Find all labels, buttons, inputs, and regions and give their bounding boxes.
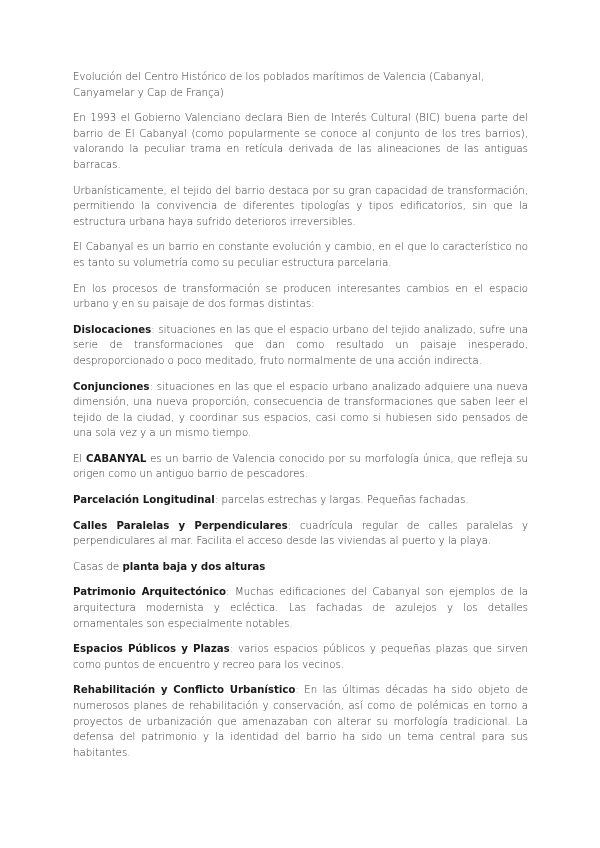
- rehabilitacion-paragraph: [73, 683, 528, 761]
- conjunciones-paragraph: [73, 380, 528, 442]
- cabanyal-term: CABANYAL: [86, 453, 147, 465]
- calles-text: : cuadrícula regular de calles paralelas y perpendiculares al mar. Facilita el acceso desde las viviendas al puerto y la playa.: [73, 520, 528, 548]
- document-heading: Evolución del Centro Histórico de los poblados marítimos de Valencia (Cabanyal, Canyamelar y Cap de França): [73, 72, 485, 99]
- intro-paragraph: En 1993 el Gobierno Valenciano declara Bien de Interés Cultural (BIC) buena parte del barrio de El Cabanyal (como popularmente se conoce al conjunto de los tres barrios), valorando la peculiar trama en retícula derivada de las alineaciones de las antiguas barracas.: [73, 113, 528, 171]
- conjunciones-term: Conjunciones: [73, 381, 150, 393]
- casas-pre: Casas de: [73, 561, 123, 573]
- patrimonio-paragraph: [73, 585, 528, 632]
- parcelacion-text: : parcelas estrechas y largas. Pequeñas fachadas.: [214, 495, 469, 507]
- dislocaciones-term: Dislocaciones: [73, 324, 152, 336]
- urbanism-paragraph: Urbanísticamente, el tejido del barrio destaca por su gran capacidad de transformación, permitiendo la convivencia de diferentes tipologías y tipos edificatorios, sin que la estructura urbana haya sufrido deterioros irreversibles.: [73, 185, 528, 228]
- cabanyal-text: es un barrio de Valencia conocido por su morfología única, que refleja su origen como un antiguo barrio de pescadores.: [73, 453, 528, 481]
- parcelacion-term: Parcelación Longitudinal: [73, 495, 215, 507]
- cabanyal-paragraph: [73, 452, 528, 483]
- rehabilitacion-text: : En las últimas décadas ha sido objeto de numerosos planes de rehabilitación y conservación, así como de polémicas en torno a proyectos de urbanización que amenazaban con alterar su morfología tradicional. La defensa del patrimonio y la identidad del barrio ha sido un tema central para sus habitantes.: [73, 685, 529, 759]
- casas-term: planta baja y dos alturas: [122, 561, 266, 573]
- calles-paragraph: [73, 519, 528, 550]
- espacios-term: Espacios Públicos y Plazas: [73, 644, 230, 656]
- evolution-paragraph: El Cabanyal es un barrio en constante evolución y cambio, en el que lo característico no es tanto su volumetría como su peculiar estructura parcelaria.: [73, 242, 528, 269]
- cabanyal-pre: El: [73, 453, 87, 465]
- parcelacion-paragraph: [73, 493, 528, 509]
- patrimonio-text: : Muchas edificaciones del Cabanyal son ejemplos de la arquitectura modernista y ecléctica. Las fachadas de azulejos y los detalles ornamentales son especialmente notables.: [73, 587, 528, 630]
- conjunciones-text: : situaciones en las que el espacio urbano analizado adquiere una nueva dimensión, una nueva proporción, consecuencia de transformaciones que saben leer el tejido de la ciudad, y coordinar sus espacios, casi como si hubiesen sido pensados de una sola vez y a un mismo tiempo.: [73, 381, 528, 440]
- patrimonio-term: Patrimonio Arquitectónico: [73, 587, 227, 599]
- rehabilitacion-term: Rehabilitación y Conflicto Urbanístico: [73, 685, 296, 697]
- dislocaciones-paragraph: [73, 323, 528, 370]
- calles-term: Calles Paralelas y Perpendiculares: [73, 520, 288, 532]
- processes-paragraph: En los procesos de transformación se producen interesantes cambios en el espacio urbano y en su paisaje de dos formas distintas:: [73, 283, 528, 311]
- espacios-text: : varios espacios públicos y pequeñas plazas que sirven como puntos de encuentro y recreo para los vecinos.: [73, 644, 528, 671]
- casas-paragraph: [73, 560, 528, 576]
- espacios-paragraph: [73, 642, 528, 673]
- dislocaciones-text: : situaciones en las que el espacio urbano del tejido analizado, sufre una serie de transformaciones que dan como resultado un paisaje inesperado, desproporcionado o poco meditado, fruto normalmente de una acción indirecta.: [73, 324, 528, 367]
